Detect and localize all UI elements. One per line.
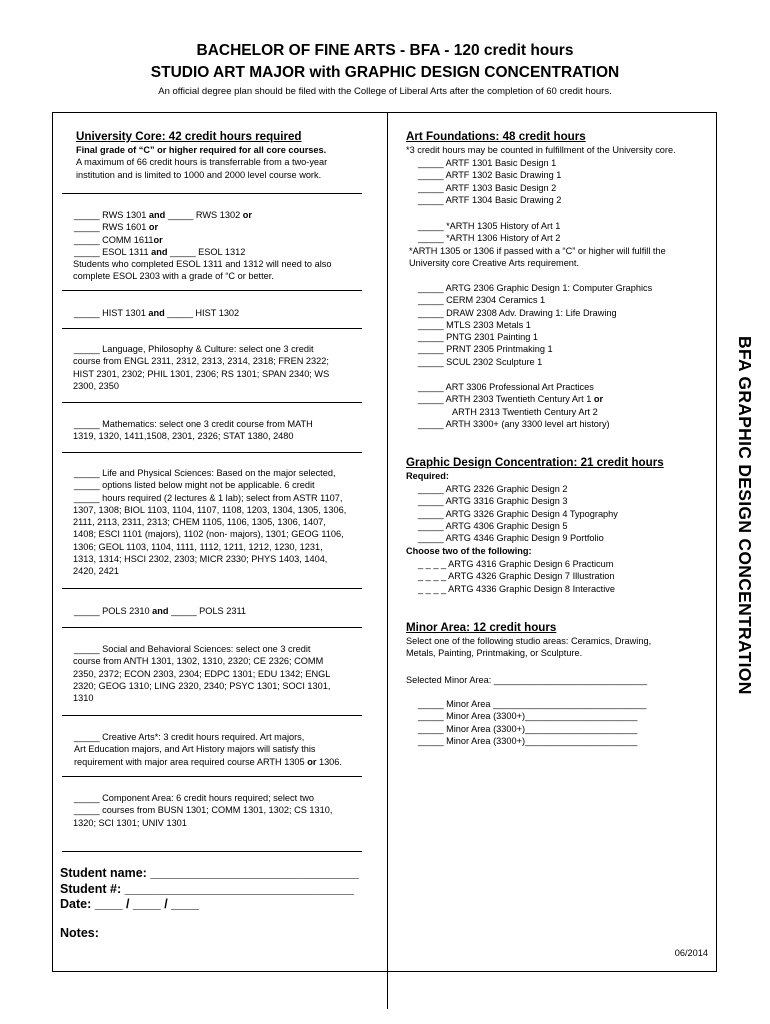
arth-3300: _____ ARTH 3300+ (any 3300 level art history) [418,418,610,429]
arth-2313: ARTH 2313 Twentieth Century Art 2 [452,406,598,417]
pols-2311: _____ POLS 2311 [168,606,246,616]
comm-line [74,234,384,246]
art-foundations-heading: Art Foundations: 48 credit hours [406,130,586,143]
graphic-design-section [406,456,664,482]
artg-2326: _____ ARTG 2326 Graphic Design 2 [418,484,568,494]
science-line-5: 2111, 2113, 2311, 2313; CHEM 1105, 1106, 1305, 1306, 1407, [73,517,326,528]
pntg-2301: _____ PNTG 2301 Painting 1 [418,332,539,343]
scul-2302: _____ SCUL 2302 Sculpture 1 [418,356,543,367]
math-line-1: _____ Mathematics: select one 3 credit course from MATH [74,419,313,429]
core-transfer-note-1: A maximum of 66 credit hours is transferrable from a two-year [76,157,328,168]
gd-elective-list [418,558,615,595]
language-line-2: course from ENGL 2311, 2312, 2313, 2314, 2318; FREN 2322; [73,356,329,367]
arth-list [418,220,560,245]
science-line-1: _____ Life and Physical Sciences: Based on the major selected, [74,468,336,478]
esol-1312: _____ ESOL 1312 [167,246,246,257]
divider [62,290,362,291]
esol-note-1: Students who completed ESOL 1311 and 1312 will need to also [73,259,332,270]
gd-required-list [418,483,618,544]
creative-line-2: Art Education majors, and Art History majors will satisfy this [74,744,316,755]
core-grade-note: Final grade of “C” or higher required for all core courses. [76,145,327,155]
divider [62,627,362,628]
divider [62,452,362,453]
component-line-1: _____ Component Area: 6 credit hours required; select two [74,793,315,803]
arth-note [409,245,666,270]
component-line-3: 1320; SCI 1301; UNIV 1301 [73,817,187,828]
creative-arts-section [74,731,342,768]
page-instruction: An official degree plan should be filed with the College of Liberal Arts after the completion of 60 credit hours. [158,86,612,97]
minor-list [418,698,646,747]
math-section [74,418,313,443]
math-line-2: 1319, 1320, 1411,1508, 2301, 2326; STAT 1380, 2480 [73,431,294,442]
divider [62,328,362,329]
foundations-note: *3 credit hours may be counted in fulfillment of the University core. [406,145,676,155]
and-text: and [148,308,165,318]
or-text: or [153,234,163,245]
page-subtitle: STUDIO ART MAJOR with GRAPHIC DESIGN CONCENTRATION [150,64,620,81]
science-line-4: 1307, 1308; BIOL 1103, 1104, 1107, 1108, 1203, 1304, 1305, 1306, [73,504,347,515]
side-label: BFA GRAPHIC DESIGN CONCENTRATION [735,336,755,695]
minor-note-1: Select one of the following studio areas: Ceramics, Drawing, [406,636,652,646]
arth-1306: _____ *ARTH 1306 History of Art 2 [418,233,561,244]
social-line-1: _____ Social and Behavioral Sciences: select one 3 credit [74,644,311,654]
artg-4346: _____ ARTG 4346 Graphic Design 9 Portfolio [418,533,604,544]
mtls-2303: _____ MTLS 2303 Metals 1 [418,319,531,330]
divider [62,402,362,403]
and-text: and [152,606,169,616]
creative-line-3a: requirement with major area required course ARTH 1305 [74,756,308,767]
art-foundations-section [406,130,676,156]
rws-1601: _____ RWS 1601 [74,222,149,233]
or-text: or [593,394,604,405]
divider [62,851,362,852]
university-core-section [62,130,382,181]
university-core-heading: University Core: 42 credit hours required [76,130,302,143]
language-line-1: _____ Language, Philosophy & Culture: select one 3 credit [74,344,314,354]
arth-2303 [418,393,610,405]
prnt-2305: _____ PRNT 2305 Printmaking 1 [418,344,553,355]
artf-1304: _____ ARTF 1304 Basic Drawing 2 [418,194,562,205]
student-info-section [60,866,359,941]
student-id-field[interactable]: Student #: _________________________________ [60,881,354,896]
notes-label: Notes: [60,925,99,940]
language-line-4: 2300, 2350 [73,380,119,391]
arth-1305: _____ *ARTH 1305 History of Art 1 [418,221,561,231]
science-line-9: 2420, 2421 [73,566,119,577]
minor-area-section [406,621,651,660]
history-line [74,307,239,319]
artg-4336: _ _ _ _ ARTG 4336 Graphic Design 8 Interactive [418,583,615,594]
rws-1601-line [74,221,384,233]
and-text: and [151,246,168,257]
artg-2306: _____ ARTG 2306 Graphic Design 1: Computer Graphics [418,283,653,293]
and-text: and [148,210,166,220]
upper-art-list [418,381,610,430]
divider [62,776,362,777]
science-line-3: _____ hours required (2 lectures & 1 lab); select from ASTR 1107, [74,492,343,503]
minor-area-3[interactable]: _____ Minor Area (3300+)______________________ [418,723,638,734]
minor-area-4[interactable]: _____ Minor Area (3300+)______________________ [418,735,638,746]
creative-line-3 [74,756,342,768]
social-section [74,643,330,704]
minor-area-heading: Minor Area: 12 credit hours [406,621,557,634]
creative-line-3c: 1306. [316,756,342,767]
comm-1611: _____ COMM 1611 [74,234,154,245]
artg-4316: _ _ _ _ ARTG 4316 Graphic Design 6 Practicum [418,559,614,569]
science-line-8: 1313, 1314; HSCI 2302, 2303; MICR 2330; PHYS 1403, 1404, [73,554,328,565]
arth-note-1: *ARTH 1305 or 1306 if passed with a “C” or higher will fulfill the [409,246,666,256]
science-line-2: _____ options listed below might not be applicable. 6 credit [74,480,315,491]
artg-3316: _____ ARTG 3316 Graphic Design 3 [418,496,568,507]
graphic-design-heading: Graphic Design Concentration: 21 credit hours [406,456,664,469]
hist-1301: _____ HIST 1301 [74,308,149,318]
esol-note-2: complete ESOL 2303 with a grade of “C or better. [73,271,274,282]
revision-date: 06/2014 [674,948,708,958]
date-field[interactable]: Date: ____ / ____ / ____ [60,897,199,911]
science-line-7: 1306; GEOL 1103, 1104, 1111, 1112, 1211, 1212, 1230, 1231, [73,541,323,552]
rws-1301: _____ RWS 1301 [74,210,149,220]
art-3306: _____ ART 3306 Professional Art Practices [418,382,594,392]
pols-line [74,605,246,617]
esol-line [74,246,384,258]
page-title: BACHELOR OF FINE ARTS - BFA - 120 credit hours [196,42,574,59]
artf-list [418,157,561,206]
or-text: or [307,756,317,767]
creative-line-1: _____ Creative Arts*: 3 credit hours required. Art majors, [74,732,305,742]
choose-two-label: Choose two of the following: [406,546,532,556]
arth-note-2: University core Creative Arts requirement. [409,258,580,269]
cerm-2304: _____ CERM 2304 Ceramics 1 [418,295,546,306]
language-line-3: HIST 2301, 2302; PHIL 1301, 2306; RS 1301; SPAN 2340; WS [73,368,330,379]
pols-2310: _____ POLS 2310 [74,606,153,616]
divider [62,193,362,194]
divider [62,588,362,589]
arth-2303-text: _____ ARTH 2303 Twentieth Century Art 1 [418,394,594,405]
artf-1303: _____ ARTF 1303 Basic Design 2 [418,182,557,193]
component-line-2: _____ courses from BUSN 1301; COMM 1301, 1302; CS 1310, [74,805,333,816]
draw-2308: _____ DRAW 2308 Adv. Drawing 1: Life Drawing [418,307,617,318]
minor-area-1[interactable]: _____ Minor Area ______________________________ [418,699,647,709]
artg-4306: _____ ARTG 4306 Graphic Design 5 [418,520,568,531]
hist-1302: _____ HIST 1302 [164,308,240,318]
science-section [74,467,346,578]
or-text: or [242,210,252,220]
social-line-4: 2320; GEOG 1310; LING 2320, 2340; PSYC 1301; SOCI 1301, [73,680,331,691]
language-section [74,343,329,392]
artf-1302: _____ ARTF 1302 Basic Drawing 1 [418,170,562,181]
artf-1301: _____ ARTF 1301 Basic Design 1 [418,158,557,168]
science-line-6: 1408; ESCI 1101 (majors), 1102 (non- majors), 1301; GEOG 1106, [73,529,344,540]
column-divider [387,112,388,1009]
rws-1302: _____ RWS 1302 [165,210,243,220]
or-text: or [148,222,159,233]
minor-note-2: Metals, Painting, Printmaking, or Sculpture. [406,648,583,659]
required-label: Required: [406,471,449,481]
studio-list [418,282,652,368]
communication-section [74,209,384,283]
divider [62,715,362,716]
minor-area-2[interactable]: _____ Minor Area (3300+)______________________ [418,711,638,722]
component-section [74,792,332,829]
artg-3326: _____ ARTG 3326 Graphic Design 4 Typography [418,508,618,519]
esol-1311: _____ ESOL 1311 [74,246,152,257]
social-line-2: course from ANTH 1301, 1302, 1310, 2320; CE 2326; COMM [73,656,324,667]
selected-minor-field[interactable]: Selected Minor Area: ______________________________ [406,675,648,685]
social-line-5: 1310 [73,693,94,704]
rws-line [74,209,384,221]
artg-4326: _ _ _ _ ARTG 4326 Graphic Design 7 Illustration [418,571,615,582]
social-line-3: 2350, 2372; ECON 2303, 2304; EDPC 1301; EDU 1342; ENGL [73,668,331,679]
student-name-field[interactable]: Student name: ______________________________ [60,866,359,880]
core-transfer-note-2: institution and is limited to 1000 and 2000 level course work. [76,169,322,180]
